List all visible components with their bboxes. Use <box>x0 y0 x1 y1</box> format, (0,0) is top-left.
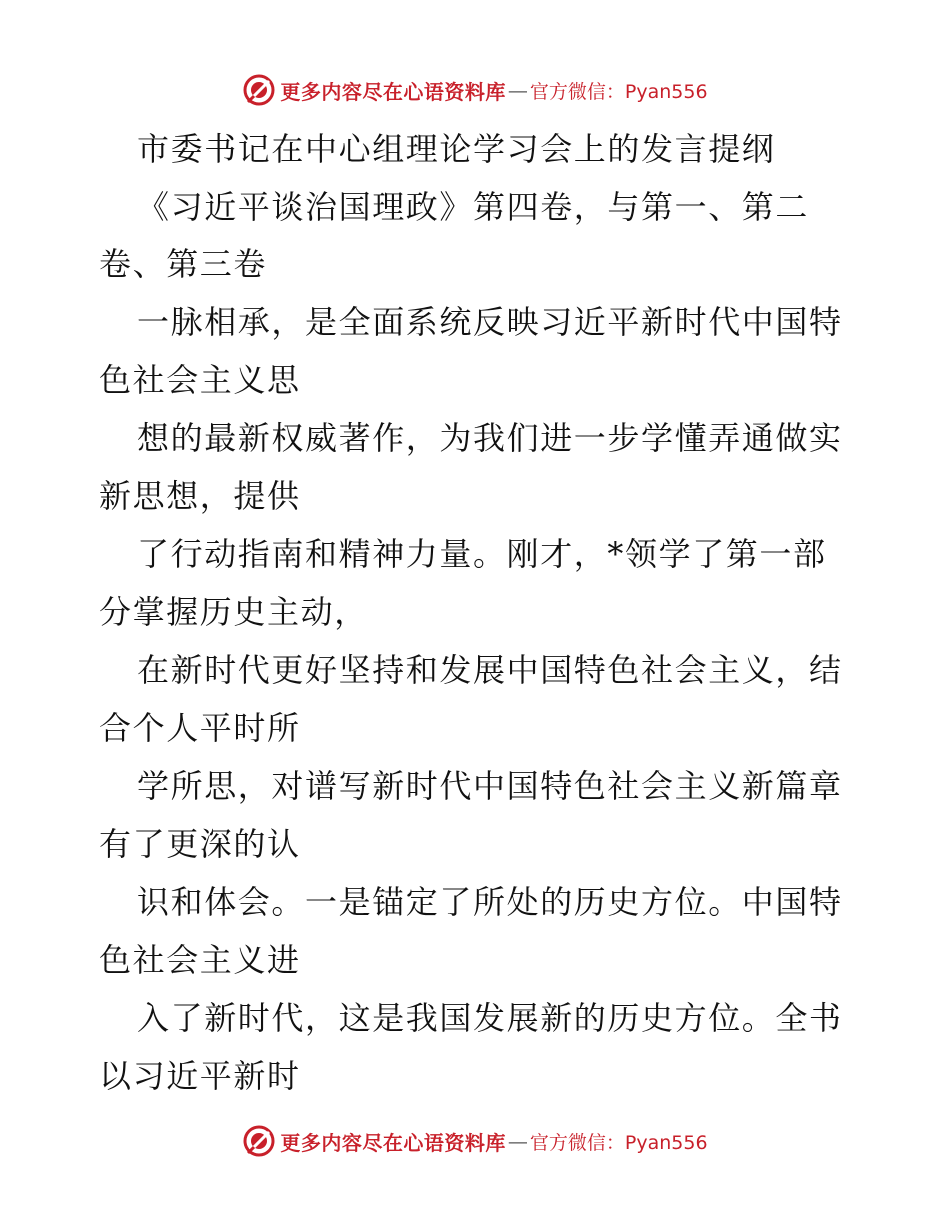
watermark-contact: 官方微信：Pyan556 <box>529 1131 708 1154</box>
pen-circle-logo-icon <box>242 1124 276 1158</box>
paragraph-line: 入了新时代，这是我国发展新的历史方位。全书 <box>137 999 843 1037</box>
footer-watermark <box>0 1124 950 1158</box>
paragraph-line: 学所思，对谱写新时代中国特色社会主义新篇章 <box>137 767 843 805</box>
paragraph-line: 色社会主义思 <box>99 361 301 399</box>
header-watermark <box>0 73 950 107</box>
watermark-contact: 官方微信：Pyan556 <box>529 80 708 103</box>
paragraph-line: 识和体会。一是锚定了所处的历史方位。中国特 <box>137 883 843 921</box>
paragraph-line: 新思想，提供 <box>99 477 301 515</box>
paragraph-line: 以习近平新时 <box>99 1057 301 1095</box>
paragraph-line: 了行动指南和精神力量。刚才，*领学了第一部 <box>137 535 827 573</box>
paragraph-line: 在新时代更好坚持和发展中国特色社会主义，结 <box>137 651 843 689</box>
watermark-text: 更多内容尽在心语资料库 <box>280 79 506 104</box>
paragraph-line: 想的最新权威著作，为我们进一步学懂弄通做实 <box>137 419 843 457</box>
watermark-text: 更多内容尽在心语资料库 <box>280 1130 506 1155</box>
paragraph-line: 卷、第三卷 <box>99 245 268 283</box>
watermark-separator: — <box>507 78 528 102</box>
paragraph-line: 色社会主义进 <box>99 941 301 979</box>
paragraph-line: 一脉相承，是全面系统反映习近平新时代中国特 <box>137 303 843 341</box>
watermark-separator: — <box>507 1129 528 1153</box>
paragraph-line: 《习近平谈治国理政》第四卷，与第一、第二 <box>137 188 810 226</box>
document-title: 市委书记在中心组理论学习会上的发言提纲 <box>137 130 776 168</box>
paragraph-line: 有了更深的认 <box>99 825 301 863</box>
pen-circle-logo-icon <box>242 73 276 107</box>
paragraph-line: 分掌握历史主动， <box>99 593 368 631</box>
paragraph-line: 合个人平时所 <box>99 709 301 747</box>
